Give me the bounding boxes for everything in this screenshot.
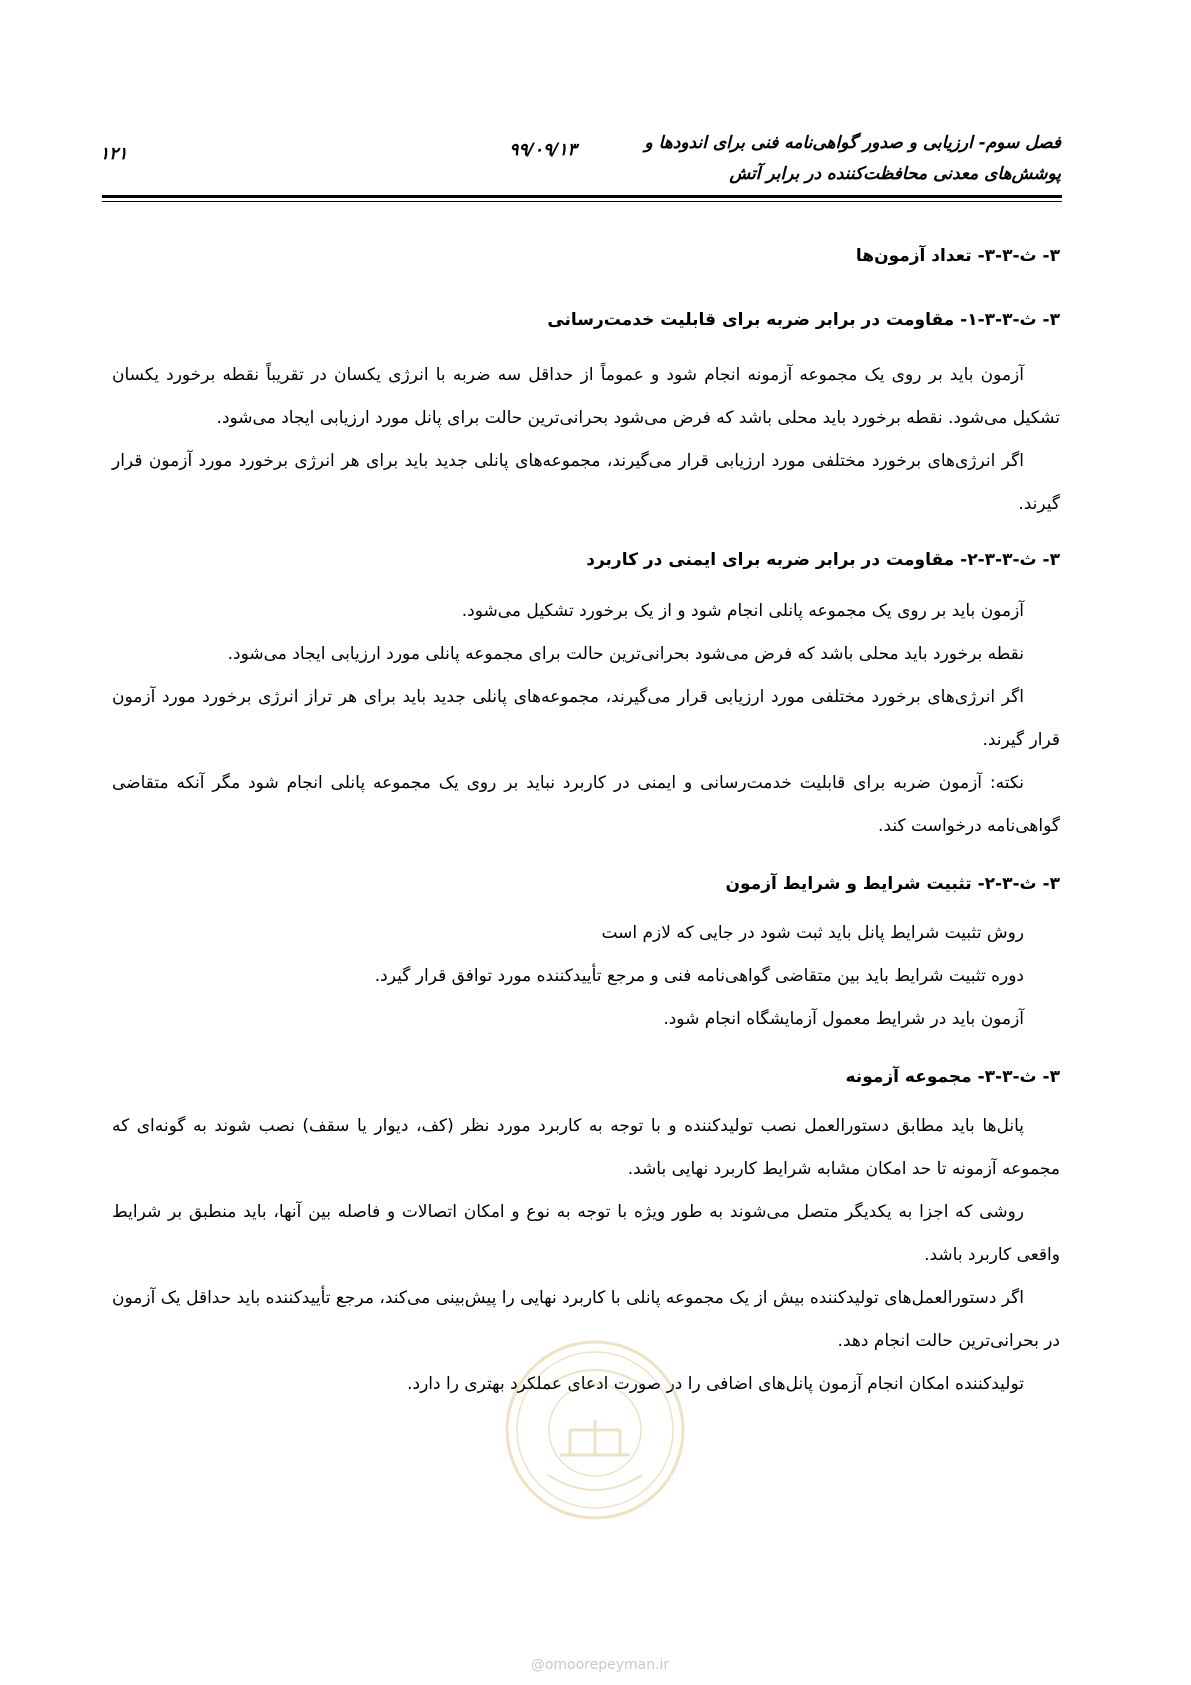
paragraph: آزمون باید بر روی یک مجموعه پانلی انجام شود و از یک برخورد تشکیل می‌شود. — [461, 601, 1024, 621]
section-heading: ۳- ث-۳-۳-۱- مقاومت در برابر ضربه برای قابلیت خدمت‌رسانی — [547, 310, 1060, 330]
paragraph: اگر انرژی‌های برخورد مختلفی مورد ارزیابی قرار می‌گیرند، مجموعه‌های پانلی جدید باید برای هر تراز انرژی برخورد مورد آزمون قرار گیرند. — [112, 687, 1060, 750]
paragraph: دوره تثبیت شرایط باید بین متقاضی گواهی‌نامه فنی و مرجع تأییدکننده مورد توافق قرار گیرد. — [374, 966, 1024, 986]
paragraph: اگر انرژی‌های برخورد مختلفی مورد ارزیابی قرار می‌گیرند، مجموعه‌های پانلی جدید باید برای هر انرژی برخورد مورد آزمون قرار گیرند. — [112, 451, 1060, 514]
section-heading: ۳- ث-۳-۳- تعداد آزمون‌ها — [855, 246, 1060, 266]
section-heading: ۳- ث-۳-۳- مجموعه آزمونه — [845, 1067, 1060, 1087]
paragraph: آزمون باید در شرایط معمول آزمایشگاه انجام شود. — [663, 1009, 1024, 1029]
paragraph: آزمون باید بر روی یک مجموعه آزمونه انجام شود و عموماً از حداقل سه ضربه با انرژی یکسان در تقریباً نقطه برخورد یکسان تشکیل می‌شود. نقطه برخورد باید محلی باشد که فرض می‌شود بحرانی‌ترین حالت برای پانل مورد ارزیابی ایجاد می‌شود. — [112, 365, 1060, 428]
paragraph: پانل‌ها باید مطابق دستورالعمل نصب تولیدکننده و با توجه به کاربرد مورد نظر (کف، دیوار یا سقف) نصب شوند به گونه‌ای که مجموعه آزمونه تا حد امکان مشابه شرایط کاربرد نهایی باشد. — [112, 1116, 1060, 1179]
section-heading: ۳- ث-۳-۲- تثبیت شرایط و شرایط آزمون — [725, 874, 1060, 894]
paragraph: نقطه برخورد باید محلی باشد که فرض می‌شود بحرانی‌ترین حالت برای مجموعه پانلی مورد ارزیابی ایجاد می‌شود. — [227, 644, 1024, 664]
chapter-title-line-1: فصل سوم- ارزیابی و صدور گواهی‌نامه فنی برای اندودها و — [644, 133, 1061, 153]
section-heading: ۳- ث-۳-۳-۲- مقاومت در برابر ضربه برای ایمنی در کاربرد — [586, 550, 1060, 570]
header-rule-thin — [102, 201, 1062, 202]
header-rule-thick — [102, 195, 1062, 198]
chapter-title-line-2: پوشش‌های معدنی محافظت‌کننده در برابر آتش — [729, 164, 1061, 184]
header-date: ۹۹/۰۹/۱۳ — [509, 140, 577, 160]
page-number: ۱۲۱ — [100, 144, 128, 164]
chapter-title — [601, 128, 1061, 190]
paragraph: روش تثبیت شرایط پانل باید ثبت شود در جایی که لازم است — [601, 923, 1024, 943]
paragraph: اگر دستورالعمل‌های تولیدکننده بیش از یک مجموعه پانلی با کاربرد نهایی را پیش‌بینی می‌کند، مرجع تأییدکننده باید حداقل یک آزمون در بحرانی‌ترین حالت انجام دهد. — [112, 1288, 1060, 1351]
paragraph: تولیدکننده امکان انجام آزمون پانل‌های اضافی را در صورت ادعای عملکرد بهتری را دارد. — [407, 1374, 1024, 1394]
document-body — [112, 242, 1060, 1406]
note-paragraph: نکته: آزمون ضربه برای قابلیت خدمت‌رسانی و ایمنی در کاربرد نباید بر روی یک مجموعه پانلی انجام شود مگر آنکه متقاضی گواهی‌نامه درخواست کند. — [112, 773, 1060, 836]
watermark-url: @omoorepeyman.ir — [530, 1657, 670, 1673]
paragraph: روشی که اجزا به یکدیگر متصل می‌شوند به طور ویژه با توجه به نوع و امکان اتصالات و فاصله بین آنها، باید منطبق بر شرایط واقعی کاربرد باشد. — [112, 1202, 1060, 1265]
